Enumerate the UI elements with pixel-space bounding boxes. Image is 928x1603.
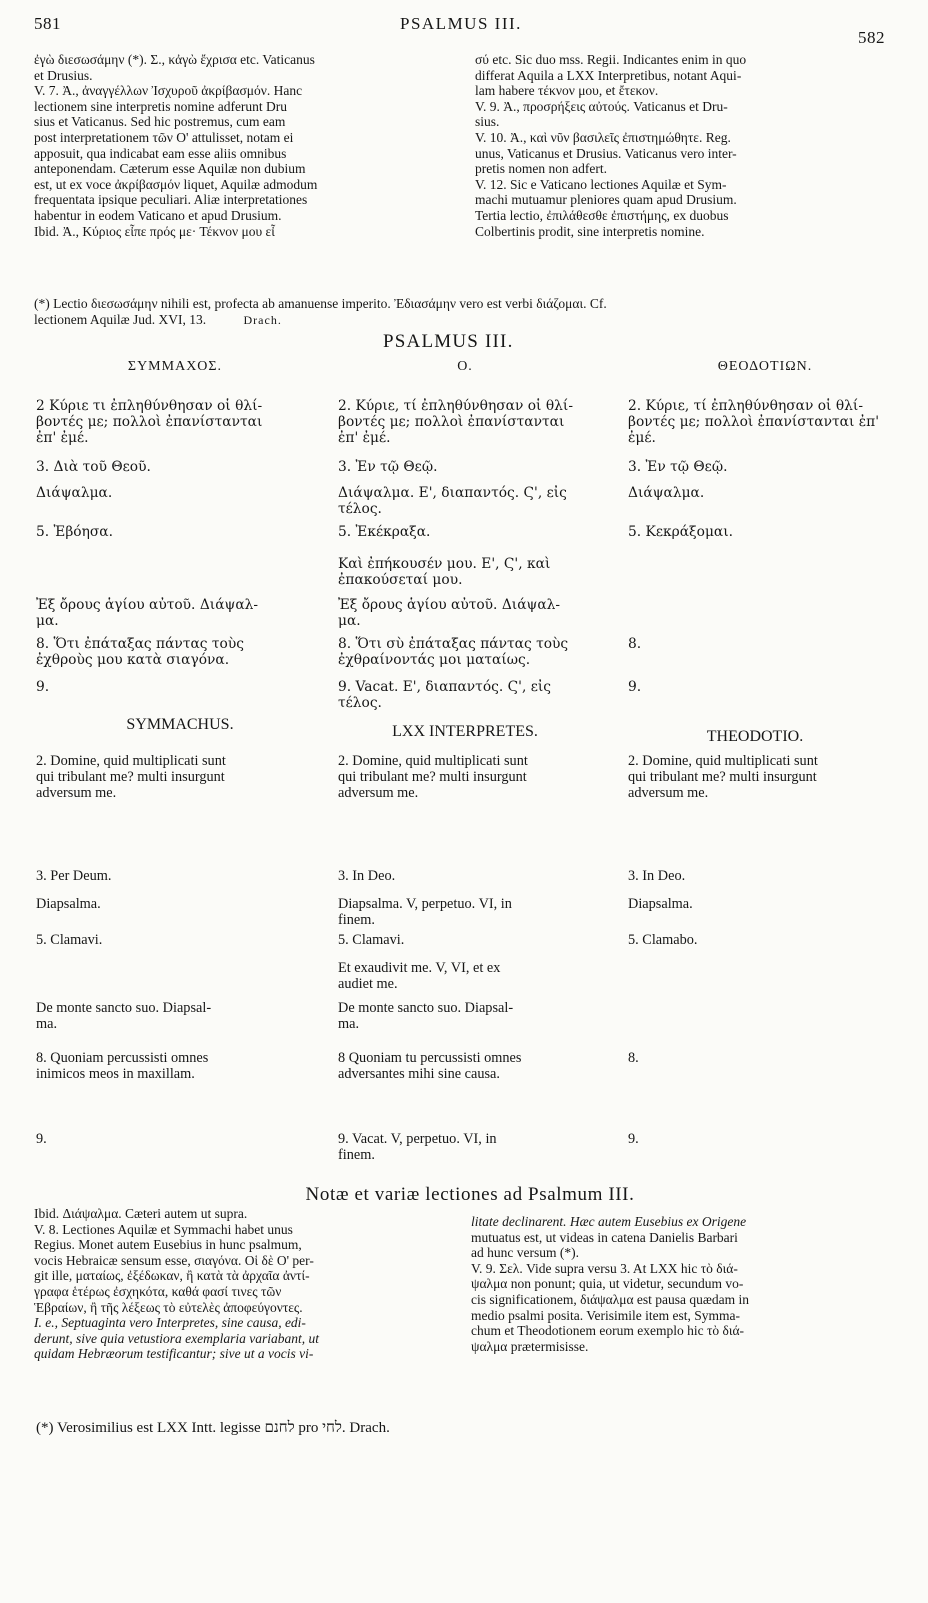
greek-verse-cell: 5. Κεκράξομαι. [628,524,734,540]
commentary-line: Tertia lectio, ἐπιλάθεσθε ἐπιστήμης, ex duobus [475,207,729,223]
latin-heading-lxx: LXX INTERPRETES. [392,723,538,740]
latin-verse-cell: De monte sancto suo. Diapsal- ma. [36,1000,212,1032]
greek-verse-cell: Ἐξ ὄρους ἁγίου αὐτοῦ. Διάψαλ- μα. [338,597,561,629]
latin-verse-cell: 9. [36,1131,47,1147]
notes-line: γραφα ἑτέρως ἐσχηκότα, καθά φασί τινες τῶν [34,1283,282,1299]
commentary-line: lam habere τέκνον μου, et ἔτεκον. [475,83,659,99]
commentary-line: ἐγὼ διεσωσάμην (*). Σ., κἀγὼ ἔχρισα etc. Vaticanus [34,52,315,67]
notes-line: medio psalmi posita. Verisimile item est, Symma- [471,1307,740,1323]
greek-verse-cell: 3. Ἐν τῷ Θεῷ. [628,459,728,475]
commentary-line: anteponendam. Cæterum esse Aquilæ non dubium [34,161,306,177]
latin-verse-cell: 5. Clamavi. [338,932,405,948]
greek-verse-cell: 9. [628,679,642,695]
greek-verse-cell: Διάψαλμα. [628,485,705,501]
notes-line: Ἑβραίων, ἢ τῆς λέξεως τὸ εὐτελὲς ἀποφεύγοντες. [34,1299,303,1315]
latin-verse-cell: Diapsalma. V, perpetuo. VI, in finem. [338,896,512,928]
latin-verse-cell: 8. Quoniam percussisti omnes inimicos meos in maxillam. [36,1050,209,1082]
latin-verse-cell: 3. In Deo. [338,868,396,884]
greek-verse-cell: 5. Ἐκέκραξα. [338,524,431,540]
greek-heading-symmachus: ΣΥΜΜΑΧΟΣ. [127,359,223,374]
greek-verse-cell: 9. [36,679,50,695]
notes-right-column [471,1214,895,1354]
commentary-line: et Drusius. [34,67,93,83]
notes-line: git ille, ματαίως, ἐξέδωκαν, ἢ κατὰ τὰ ἀρχαῖα ἀντί- [34,1268,310,1284]
greek-verse-cell: Διάψαλμα. [36,485,113,501]
page-number-right: 582 [858,28,885,47]
notes-line: litate declinarent. Hæc autem Eusebius ex Origene [471,1214,747,1229]
top-footnote-signature: Drach. [243,312,282,327]
greek-verse-cell: 5. Ἐβόησα. [36,524,113,540]
commentary-line: V. 9. Ἀ., προσρήξεις αὐτούς. Vaticanus et Dru- [475,98,728,114]
greek-verse-cell: Διάψαλμα. Ε', διαπαντός. Ϛ', εἰς τέλος. [338,485,567,517]
commentary-line: differat Aquila a LXX Interpretibus, notant Aqui- [475,67,742,83]
commentary-line: est, ut ex voce ἀκρίβασμόν liquet, Aquilæ admodum [34,176,318,192]
page-number-left: 581 [34,14,61,33]
commentary-line: habentur in eodem Vaticano et apud Drusium. [34,207,282,223]
greek-verse-cell: 8. [628,636,642,652]
notes-title: Notæ et variæ lectiones ad Psalmum III. [305,1184,635,1205]
latin-verse-cell: 2. Domine, quid multiplicati sunt qui tribulant me? multi insurgunt adversum me. [628,753,818,801]
latin-heading-symmachus: SYMMACHUS. [126,716,234,733]
greek-heading-theodotion: ΘΕΟΔΟΤΙΩΝ. [717,359,813,374]
latin-verse-cell: 9. [628,1131,639,1147]
latin-verse-cell: Diapsalma. [628,896,693,912]
greek-verse-cell: 3. Ἐν τῷ Θεῷ. [338,459,438,475]
commentary-line: V. 7. Ἀ., ἀναγγέλλων Ἰσχυροῦ ἀκρίβασμόν. Hanc [34,83,303,99]
latin-verse-cell: 9. Vacat. V, perpetuo. VI, in finem. [338,1131,497,1163]
latin-verse-cell: Et exaudivit me. V, VI, et ex audiet me. [338,960,501,992]
notes-line: quidam Hebræorum testificantur; sive ut a vocis vi- [34,1346,314,1362]
commentary-line: Ibid. Ἀ., Κύριος εἶπε πρός με· Τέκνον μου εἶ [34,223,275,239]
commentary-right-column [475,52,895,239]
latin-heading-theodotio: THEODOTIO. [706,728,804,745]
commentary-line: σύ etc. Sic duo mss. Regii. Indicantes enim in quo [475,52,747,67]
latin-verse-cell: De monte sancto suo. Diapsal- ma. [338,1000,514,1032]
psalm-title: PSALMUS III. [383,331,514,352]
notes-line: I. e., Septuaginta vero Interpretes, sine causa, edi- [34,1315,306,1331]
commentary-line: sius. [475,114,500,130]
greek-verse-cell: 2. Κύριε, τί ἐπληθύνθησαν οἱ θλί- βοντές με; πολλοὶ ἐπανίστανται ἐπ' ἐμέ. [628,398,880,446]
running-title: PSALMUS III. [400,14,522,33]
notes-left-column [34,1206,457,1362]
notes-line: vocis Hebraicæ sensum esse, σιαγόνα. Οἱ δὲ Ο' per- [34,1252,314,1268]
commentary-line: V. 10. Ἀ., καὶ νῦν βασιλεῖς ἐπιστημώθητε. Reg. [475,129,731,145]
notes-line: V. 9. Σελ. Vide supra versu 3. At LXX hic τὸ διά- [471,1260,738,1276]
commentary-line: sius et Vaticanus. Sed hic postremus, cum eam [34,114,286,130]
greek-heading-lxx: Ο. [457,359,473,374]
notes-line: V. 8. Lectiones Aquilæ et Symmachi habet unus [34,1221,293,1237]
notes-line: ψαλμα prætermisisse. [471,1338,589,1354]
bottom-footnote: (*) Verosimilius est LXX Intt. legisse לחנם pro לחי. Drach. [36,1420,390,1436]
notes-line: derunt, sive quia vetustiora exemplaria variabant, ut [34,1330,319,1346]
greek-verse-cell: Καὶ ἐπήκουσέν μου. Ε', Ϛ', καὶ ἐπακούσεταί μου. [338,556,551,588]
latin-verse-cell: 2. Domine, quid multiplicati sunt qui tribulant me? multi insurgunt adversum me. [338,753,528,801]
greek-verse-cell: 2. Κύριε, τί ἐπληθύνθησαν οἱ θλί- βοντές με; πολλοὶ ἐπανίστανται ἐπ' ἐμέ. [338,398,573,446]
notes-line: Ibid. Διάψαλμα. Cæteri autem ut supra. [34,1206,248,1221]
commentary-line: Colbertinis prodit, sine interpretis nomine. [475,223,705,239]
latin-verse-cell: Diapsalma. [36,896,101,912]
greek-verse-cell: 9. Vacat. Ε', διαπαντός. Ϛ', εἰς τέλος. [338,679,552,711]
top-footnote-line2: lectionem Aquilæ Jud. XVI, 13. [34,311,207,327]
commentary-line: unus, Vaticanus et Drusius. Vaticanus vero inter- [475,145,737,161]
commentary-line: post interpretationem τῶν Ο' attulisset, notam ei [34,129,294,145]
notes-line: ψαλμα non ponunt; quia, ut videtur, secundum vo- [471,1276,744,1292]
notes-line: Regius. Monet autem Eusebius in hunc psalmum, [34,1237,302,1253]
notes-line: cis significationem, διάψαλμα est pausa quædam in [471,1291,750,1307]
top-footnote-line1: (*) Lectio διεσωσάμην nihili est, profecta ab amanuense imperito. Ἐδιασάμην vero est verbi διάζομαι. Cf. [34,296,607,311]
notes-line: chum et Theodotionem eorum exemplo hic τὸ διά- [471,1323,745,1339]
commentary-line: lectionem sine interpretis nomine adferunt Dru [34,98,288,114]
latin-verse-cell: 5. Clamabo. [628,932,698,948]
greek-verse-cell: 3. Διὰ τοῦ Θεοῦ. [36,459,151,475]
commentary-line: machi mutuamur pleniores quam apud Drusium. [475,192,737,208]
commentary-line: pretis nomen non adfert. [475,161,607,177]
latin-verse-cell: 2. Domine, quid multiplicati sunt qui tribulant me? multi insurgunt adversum me. [36,753,226,801]
top-footnote [34,296,904,328]
greek-verse-cell: 8. Ὅτι σὺ ἐπάταξας πάντας τοὺς ἐχθραίνοντάς μοι ματαίως. [338,636,569,668]
latin-verse-cell: 3. Per Deum. [36,868,112,884]
greek-verse-cell: 2 Κύριε τι ἐπληθύνθησαν οἱ θλί- βοντές με; πολλοὶ ἐπανίστανται ἐπ' ἐμέ. [36,398,263,446]
latin-verse-cell: 3. In Deo. [628,868,686,884]
commentary-line: apposuit, qua indicabat eam esse aliis omnibus [34,145,287,161]
notes-line: mutuatus est, ut videas in catena Danielis Barbari [471,1229,738,1245]
commentary-line: V. 12. Sic e Vaticano lectiones Aquilæ et Sym- [475,176,727,192]
commentary-left-column [34,52,457,239]
greek-verse-cell: 8. Ὅτι ἐπάταξας πάντας τοὺς ἐχθροὺς μου κατὰ σιαγόνα. [36,636,244,668]
latin-verse-cell: 8. [628,1050,639,1066]
latin-verse-cell: 5. Clamavi. [36,932,103,948]
greek-verse-cell: Ἐξ ὄρους ἁγίου αὐτοῦ. Διάψαλ- μα. [36,597,259,629]
notes-line: ad hunc versum (*). [471,1245,579,1261]
latin-verse-cell: 8 Quoniam tu percussisti omnes adversantes mihi sine causa. [338,1050,522,1082]
commentary-line: frequentata ipsique peculiari. Aliæ interpretationes [34,192,308,208]
